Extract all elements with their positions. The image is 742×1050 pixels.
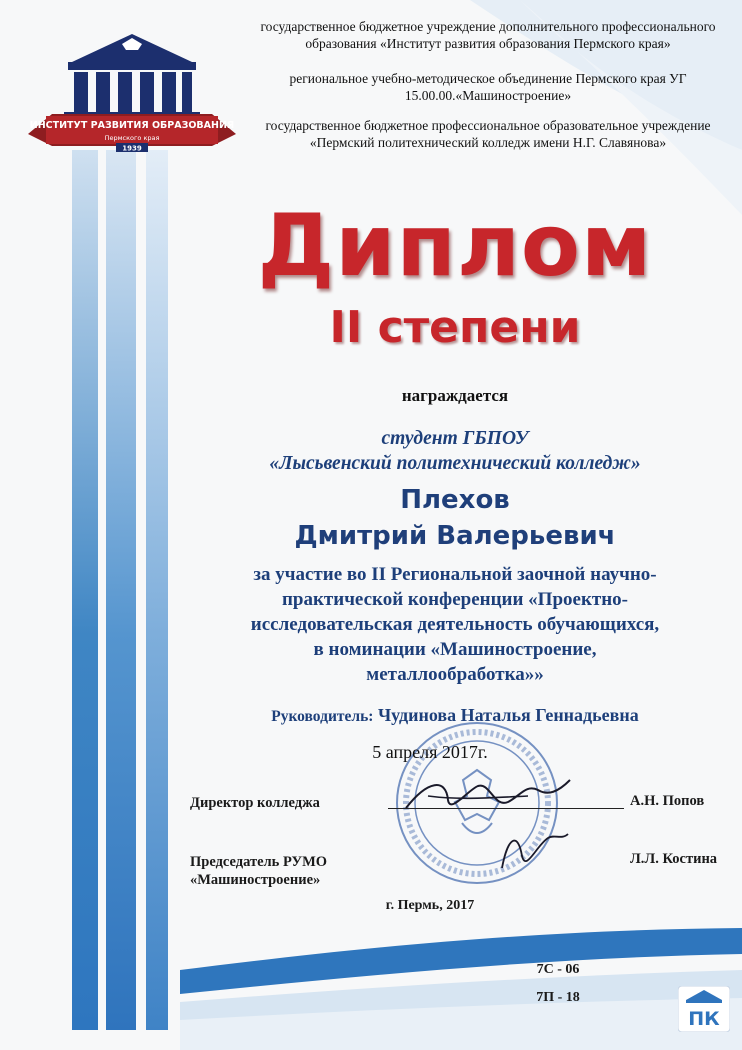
recipient-line-1: студент ГБПОУ (381, 428, 529, 449)
director-label: Директор колледжа (190, 795, 320, 811)
chair-label (190, 853, 327, 889)
logo-year: 1939 (122, 144, 142, 152)
diploma-title: Диплом (257, 196, 653, 296)
chair-label-line-1: Председатель РУМО (190, 854, 328, 870)
organization-3: государственное бюджетное профессиональное образовательное учреждение «Пермский политехнический колледж имени Н.Г. Славянова» (265, 118, 711, 150)
recipient-affiliation (190, 426, 720, 476)
award-reason (190, 562, 720, 687)
background-stripe (146, 150, 168, 1030)
recipient-name (190, 482, 720, 554)
reason-line: в номинации «Машиностроение, (313, 639, 597, 660)
reason-line: исследовательская деятельность обучающихся, (250, 614, 660, 635)
awarded-label: награждается (401, 386, 509, 405)
chair-name: Л.Л. Костина (630, 851, 718, 867)
document-code-2: 7П - 18 (536, 990, 580, 1005)
director-name: А.Н. Попов (630, 793, 705, 809)
supervisor-name: Чудинова Наталья Геннадьевна (377, 705, 639, 725)
logo-ribbon-text: ИНСТИТУТ РАЗВИТИЯ ОБРАЗОВАНИЯ (29, 120, 235, 131)
award-date: 5 апреля 2017г. (372, 742, 488, 762)
reason-line: за участие во II Региональной заочной научно- (253, 564, 657, 585)
director-signature-icon (398, 770, 578, 820)
recipient-surname: Плехов (400, 485, 510, 515)
document-code-1: 7С - 06 (536, 962, 580, 977)
reason-line: металлообработка»» (366, 664, 544, 685)
city-year: г. Пермь, 2017 (385, 898, 475, 913)
background-stripe (72, 150, 98, 1030)
reason-line: практической конференции «Проектно- (281, 589, 629, 610)
college-badge-logo (678, 986, 730, 1032)
background-stripe (106, 150, 136, 1030)
institute-logo (26, 22, 238, 152)
chair-signature-icon (492, 826, 572, 876)
diploma-degree: II степени (329, 302, 581, 353)
chair-label-line-2: «Машиностроение» (190, 872, 321, 888)
recipient-given-names: Дмитрий Валерьевич (294, 521, 616, 551)
recipient-line-2: «Лысьвенский политехнический колледж» (269, 453, 641, 474)
organization-1: государственное бюджетное учреждение дополнительного профессионального образования «Институт развития образования Пермского края» (260, 19, 716, 51)
supervisor-label: Руководитель: (271, 708, 374, 725)
logo-sub-text: Пермского края (104, 134, 160, 142)
badge-text: ПК (688, 1008, 720, 1030)
organization-2: региональное учебно-методическое объединение Пермского края УГ 15.00.00.«Машиностроение» (289, 71, 687, 103)
